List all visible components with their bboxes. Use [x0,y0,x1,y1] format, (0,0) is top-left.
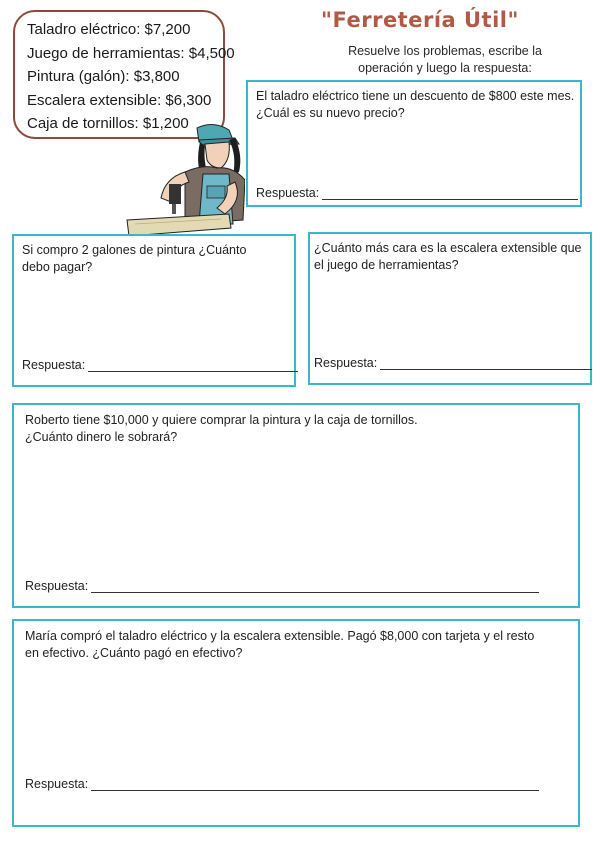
problem-4-answer[interactable] [25,579,539,593]
answer-line[interactable] [91,580,539,593]
problem-5-answer[interactable] [25,777,539,791]
problem-1-text: El taladro eléctrico tiene un descuento de $800 este mes. ¿Cuál es su nuevo precio? [256,89,575,120]
page-title: "Ferretería Útil" [321,8,519,32]
problem-1-answer[interactable] [256,186,578,200]
problem-3-text: ¿Cuánto más cara es la escalera extensible que el juego de herramientas? [314,241,582,272]
problem-3 [308,232,592,385]
answer-label: Respuesta: [256,186,320,200]
answer-label: Respuesta: [22,358,86,372]
price-paint: Pintura (galón): $3,800 [27,68,180,85]
problem-2 [12,234,296,387]
problem-4 [12,403,580,608]
problem-5 [12,619,580,827]
answer-line[interactable] [91,778,539,791]
instructions: Resuelve los problemas, escribe la operación y luego la respuesta: [348,44,542,75]
price-drill: Taladro eléctrico: $7,200 [27,21,191,38]
price-screws: Caja de tornillos: $1,200 [27,115,189,132]
answer-label: Respuesta: [25,777,89,791]
answer-label: Respuesta: [314,356,378,370]
problem-5-text: María compró el taladro eléctrico y la escalera extensible. Pagó $8,000 con tarjeta y el resto en efectivo. ¿Cuánto pagó en efectivo? [25,629,535,660]
problem-2-answer[interactable] [22,358,298,372]
answer-line[interactable] [88,359,298,372]
answer-line[interactable] [380,357,592,370]
answer-line[interactable] [322,187,578,200]
problem-1 [246,80,582,207]
problem-3-answer[interactable] [314,356,592,370]
price-ladder: Escalera extensible: $6,300 [27,91,212,109]
problem-2-text: Si compro 2 galones de pintura ¿Cuánto debo pagar? [22,243,247,274]
problem-4-text: Roberto tiene $10,000 y quiere comprar la pintura y la caja de tornillos. ¿Cuánto dinero le sobrará? [25,413,418,444]
answer-label: Respuesta: [25,579,89,593]
worker-illustration [125,120,245,238]
price-tool-set: Juego de herramientas: $4,500 [27,44,235,62]
